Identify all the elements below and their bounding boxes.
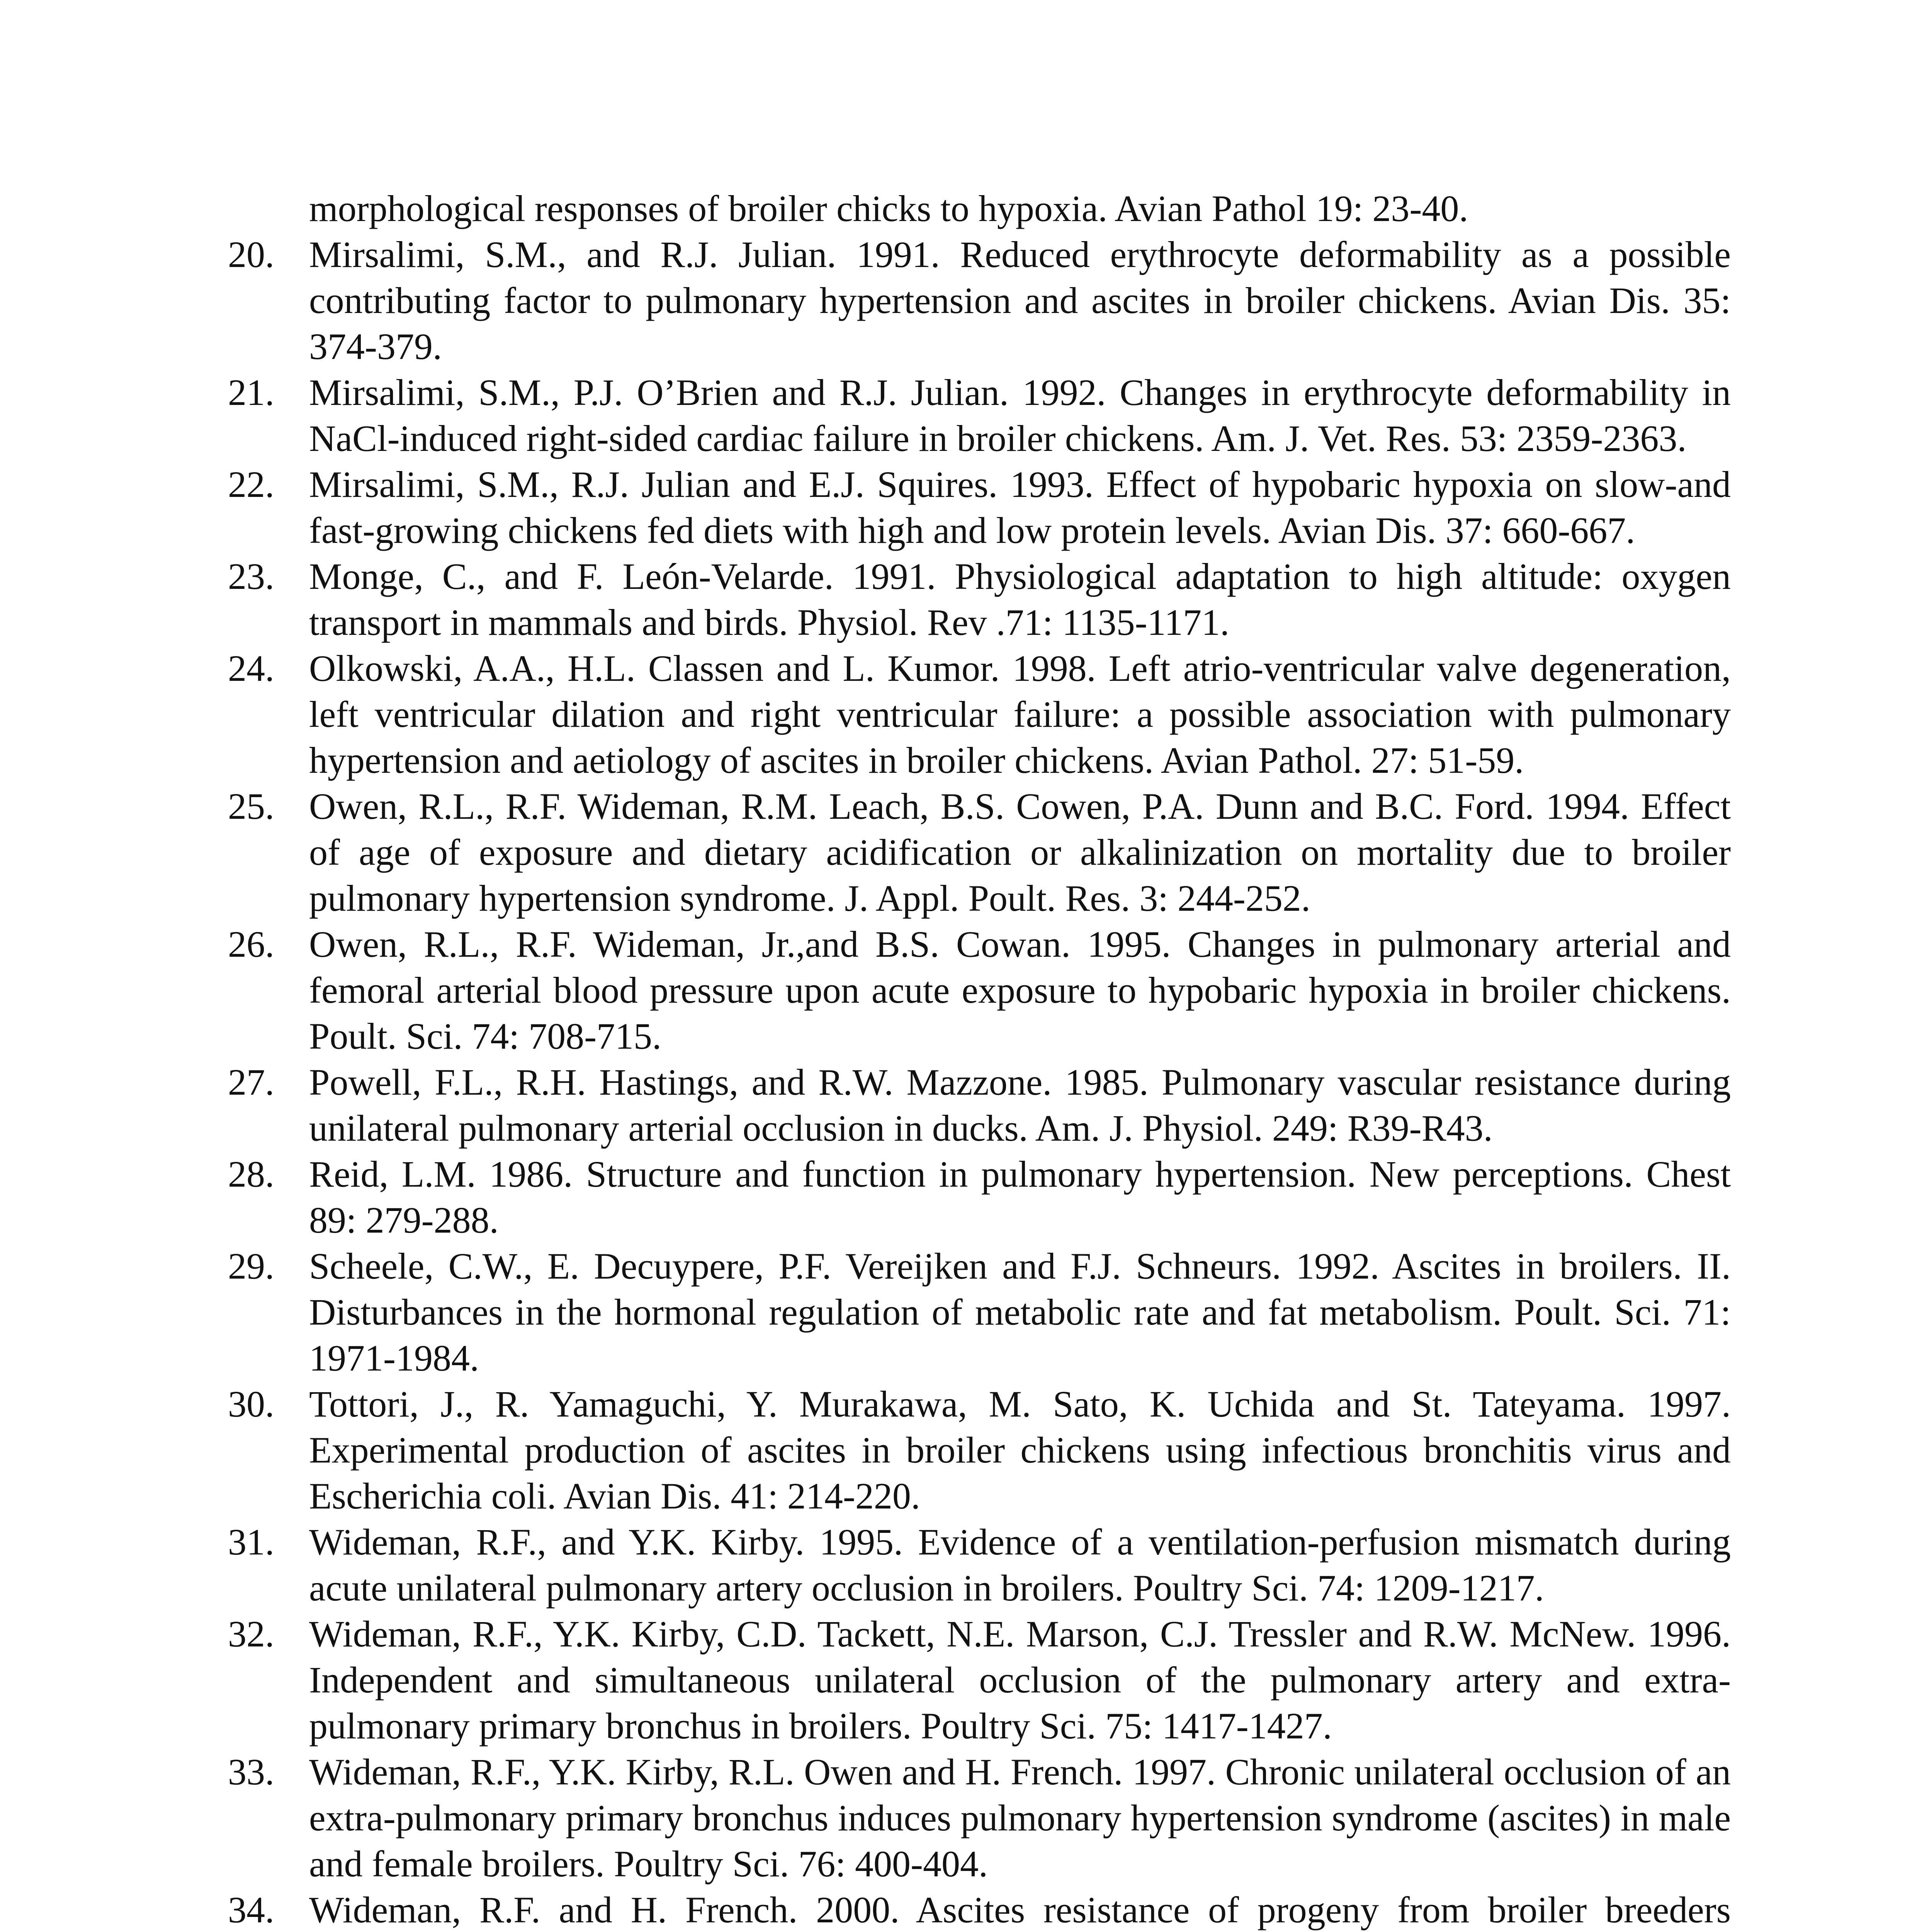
- reference-item-29: [228, 1243, 1731, 1381]
- reference-continuation: morphological responses of broiler chicks to hypoxia. Avian Pathol 19: 23-40.: [309, 188, 1468, 229]
- reference-list: [228, 185, 1731, 1932]
- reference-number: 22.: [228, 464, 274, 505]
- reference-item-25: [228, 783, 1731, 921]
- reference-number: 21.: [228, 372, 274, 413]
- reference-text: Owen, R.L., R.F. Wideman, R.M. Leach, B.S. Cowen, P.A. Dunn and B.C. Ford. 1994. Effect of age of exposure and dietary acidification or alkalinization on mortality due to broiler pulmonary hypertension syndrome. J. Appl. Poult. Res. 3: 244-252.: [309, 786, 1731, 919]
- reference-number: 31.: [228, 1521, 274, 1563]
- reference-item-30: [228, 1381, 1731, 1519]
- reference-number: 33.: [228, 1751, 274, 1793]
- reference-item-22: [228, 461, 1731, 553]
- reference-item-33: [228, 1749, 1731, 1887]
- reference-text: Wideman, R.F. and H. French. 2000. Ascites resistance of progeny from broiler breeders: [309, 1889, 1731, 1930]
- reference-item-23: [228, 553, 1731, 645]
- reference-number: 23.: [228, 556, 274, 597]
- reference-number: 34.: [228, 1889, 274, 1930]
- reference-number: 28.: [228, 1153, 274, 1195]
- reference-text: Owen, R.L., R.F. Wideman, Jr.,and B.S. Cowan. 1995. Changes in pulmonary arterial and femoral arterial blood pressure upon acute exposure to hypobaric hypoxia in broiler chickens. Poult. Sci. 74: 708-715.: [309, 923, 1731, 1057]
- reference-text: Wideman, R.F., Y.K. Kirby, R.L. Owen and H. French. 1997. Chronic unilateral occlusion of an extra-pulmonary primary bronchus induces pulmonary hypertension syndrome (ascites) in male and female broilers. Poultry Sci. 76: 400-404.: [309, 1751, 1731, 1884]
- reference-text: Scheele, C.W., E. Decuypere, P.F. Vereijken and F.J. Schneurs. 1992. Ascites in broilers. II. Disturbances in the hormonal regulation of metabolic rate and fat metabolism. Poult. Sci. 71: 1971-1984.: [309, 1245, 1731, 1379]
- reference-item-34: [228, 1887, 1731, 1932]
- reference-text: Tottori, J., R. Yamaguchi, Y. Murakawa, M. Sato, K. Uchida and St. Tateyama. 1997. Experimental production of ascites in broiler chickens using infectious bronchitis virus and Escherichia coli. Avian Dis. 41: 214-220.: [309, 1383, 1731, 1517]
- reference-item-21: [228, 369, 1731, 461]
- reference-item-32: [228, 1611, 1731, 1749]
- reference-text: Powell, F.L., R.H. Hastings, and R.W. Mazzone. 1985. Pulmonary vascular resistance during unilateral pulmonary arterial occlusion in ducks. Am. J. Physiol. 249: R39-R43.: [309, 1061, 1731, 1149]
- reference-text: Olkowski, A.A., H.L. Classen and L. Kumor. 1998. Left atrio-ventricular valve degeneration, left ventricular dilation and right ventricular failure: a possible association with pulmonary hypertension and aetiology of ascites in broiler chickens. Avian Pathol. 27: 51-59.: [309, 648, 1731, 781]
- reference-number: 20.: [228, 234, 274, 275]
- reference-text: Monge, C., and F. León-Velarde. 1991. Physiological adaptation to high altitude: oxygen transport in mammals and birds. Physiol. Rev .71: 1135-1171.: [309, 556, 1731, 643]
- reference-number: 30.: [228, 1383, 274, 1425]
- reference-item-24: [228, 645, 1731, 783]
- reference-item-27: [228, 1059, 1731, 1151]
- reference-number: 26.: [228, 923, 274, 965]
- reference-item-31: [228, 1519, 1731, 1611]
- reference-item-26: [228, 921, 1731, 1059]
- reference-number: 25.: [228, 786, 274, 827]
- reference-text: Mirsalimi, S.M., P.J. O’Brien and R.J. Julian. 1992. Changes in erythrocyte deformability in NaCl-induced right-sided cardiac failure in broiler chickens. Am. J. Vet. Res. 53: 2359-2363.: [309, 372, 1731, 459]
- reference-text: Wideman, R.F., and Y.K. Kirby. 1995. Evidence of a ventilation-perfusion mismatch during acute unilateral pulmonary artery occlusion in broilers. Poultry Sci. 74: 1209-1217.: [309, 1521, 1731, 1609]
- reference-item-20: [228, 231, 1731, 369]
- reference-text: Wideman, R.F., Y.K. Kirby, C.D. Tackett, N.E. Marson, C.J. Tressler and R.W. McNew. 1996. Independent and simultaneous unilateral occlusion of the pulmonary artery and extra-pulmonary primary bronchus in broilers. Poultry Sci. 75: 1417-1427.: [309, 1613, 1731, 1747]
- reference-text: Mirsalimi, S.M., R.J. Julian and E.J. Squires. 1993. Effect of hypobaric hypoxia on slow-and fast-growing chickens fed diets with high and low protein levels. Avian Dis. 37: 660-667.: [309, 464, 1731, 551]
- reference-number: 29.: [228, 1245, 274, 1287]
- reference-text: Reid, L.M. 1986. Structure and function in pulmonary hypertension. New perceptions. Chest 89: 279-288.: [309, 1153, 1731, 1241]
- reference-number: 32.: [228, 1613, 274, 1655]
- reference-number: 27.: [228, 1061, 274, 1103]
- reference-text: Mirsalimi, S.M., and R.J. Julian. 1991. Reduced erythrocyte deformability as a possible contributing factor to pulmonary hypertension and ascites in broiler chickens. Avian Dis. 35: 374-379.: [309, 234, 1731, 367]
- reference-item-28: [228, 1151, 1731, 1243]
- reference-number: 24.: [228, 648, 274, 689]
